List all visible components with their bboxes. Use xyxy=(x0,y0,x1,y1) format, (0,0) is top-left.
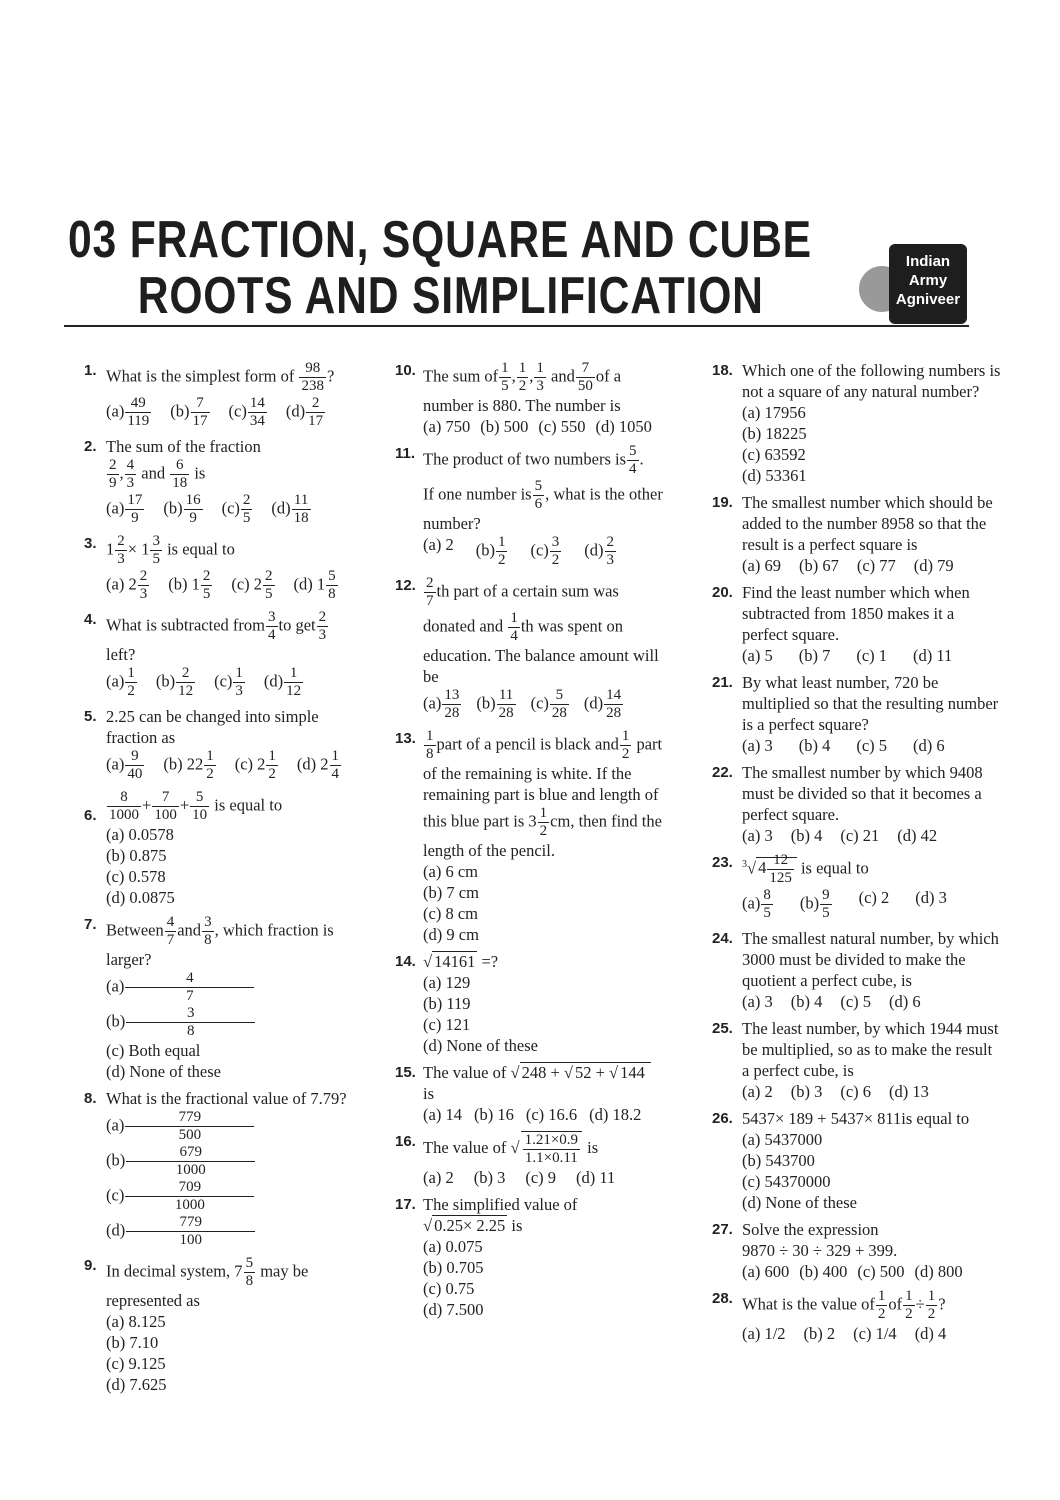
question-18: 18. Which one of the following numbers is not a square of any natural number? (a) 17956 (b) 18225 (c) 63592 (d) 53361 xyxy=(712,361,1001,485)
question-25: 25. The least number, by which 1944 must be multiplied, so as to make the result a perfect cube, is (a) 2 (b) 3 (c) 6 (d) 13 xyxy=(712,1019,999,1101)
question-13: 13. $\frac{1}{8}$ part of a pencil is black and $\frac{1}{2}$ part of the remaining is white. If the remaining part is blue and length of this blue part is 3 $\frac{1}{2}$ cm, then find the length of the pencil. (a) 6 cm (b) 7 cm (c) 8 cm (d) 9 cm xyxy=(395,728,663,944)
question-20: 20. Find the least number which when subtracted from 1850 makes it a perfect square. (a) 5 (b) 7 (c) 1 (d) 11 xyxy=(712,583,970,665)
question-14: 14. √ 14161 =? (a) 129 (b) 119 (c) 121 (d) None of these xyxy=(395,952,539,1055)
indian-army-agniveer-logo: Indian Army Agniveer xyxy=(889,244,967,324)
question-2: 2. The sum of the fraction $\frac{2}{9}$ , $\frac{4}{3}$ and $\frac{6}{18}$ is (a) $\frac{17}{9}$ (b) $\frac{16}{9}$ (c) $\frac{2}{5}$ (d) $\frac{11}{18}$ xyxy=(84,437,309,526)
question-27: 27. Solve the expression 9870 ÷ 30 ÷ 329 + 399. (a) 600 (b) 400 (c) 500 (d) 800 xyxy=(712,1220,963,1281)
question-21: 21. By what least number, 720 be multiplied so that the resulting number is a perfect square? (a) 3 (b) 4 (c) 5 (d) 6 xyxy=(712,673,999,755)
title-line-2: ROOTS AND SIMPLIFICATION xyxy=(137,267,764,325)
question-12: 12. $\frac{2}{7}$ th part of a certain sum was donated and $\frac{1}{4}$ th was spent on education. The balance amount will be (a) $\frac{13}{28}$ (b) $\frac{11}{28}$ (c) $\frac{5}{28}$ (d) $\frac{14}{28}$ xyxy=(395,575,659,721)
question-6: 6. $\frac{8}{1000}$ + $\frac{7}{100}$ + $\frac{5}{10}$ is equal to (a) 0.0578 (b) 0.875 (c) 0.578 (d) 0.0875 xyxy=(84,789,283,907)
question-19: 19. The smallest number which should be added to the number 8958 so that the result is a perfect square is (a) 69 (b) 67 (c) 77 (d) 79 xyxy=(712,493,993,575)
question-16: 16. The value of √ $\frac{1.21\times 0.9}{1.1\times 0.11}$ is (a) 2 (b) 3 (c) 9 (d) 11 xyxy=(395,1132,616,1187)
question-1: 1. What is the simplest form of $\frac{98}{238}$ ? (a) $\frac{49}{119}$ (b) $\frac{7}{17}$ (c) $\frac{14}{34}$ (d) $\frac{2}{17}$ xyxy=(84,360,369,430)
question-26: 26. 5437× 189 + 5437× 811is equal to (a) 5437000 (b) 543700 (c) 54370000 (d) None of these xyxy=(712,1109,970,1212)
question-23: 23. $^3$√ 4 $\frac{12}{125}$ is equal to (a) $\frac{8}{5}$ (b) $\frac{9}{5}$ (c) 2 (d) 3 xyxy=(712,852,947,921)
column-3 xyxy=(712,360,1002,1350)
question-15: 15. The value of √ 248 + √ 52 + √ 144 is (a) 14 (b) 16 (c) 16.6 (d) 18.2 xyxy=(395,1062,675,1125)
question-28: 28. What is the value of $\frac{1}{2}$ of $\frac{1}{2}$ ÷ $\frac{1}{2}$ ? (a) 1/2 (b) 2 (c) 1/4 (d) 4 xyxy=(712,1288,947,1343)
question-10: 10. The sum of $\frac{1}{5}$ , $\frac{1}{2}$ , $\frac{1}{3}$ and $\frac{7}{50}$ of a number is 880. The number is (a) 750 (b) 500 (c) 550 (d) 1050 xyxy=(395,360,652,436)
question-4: 4. What is subtracted from $\frac{3}{4}$ to get $\frac{2}{3}$ left? (a) $\frac{1}{2}$ (b) $\frac{2}{12}$ (c) $\frac{1}{3}$ (d) $\frac{1}{12}$ xyxy=(84,609,327,699)
fraction: $\frac{98}{238}$ xyxy=(301,360,324,394)
question-9: 9. In decimal system, 7 $\frac{5}{8}$ may be represented as (a) 8.125 (b) 7.10 (c) 9.125 (d) 7.625 xyxy=(84,1255,309,1394)
title-line-1: 03 FRACTION, SQUARE AND CUBE xyxy=(68,211,812,269)
chapter-title xyxy=(68,212,812,324)
question-5: 5. 2.25 can be changed into simple fraction as (a) $\frac{9}{40}$ (b) 22 $\frac{1}{2}$ (c) 2 $\frac{1}{2}$ (d) 2 $\frac{1}{4}$ xyxy=(84,707,340,782)
question-22: 22. The smallest number by which 9408 must be divided so that it becomes a perfect square. (a) 3 (b) 4 (c) 21 (d) 42 xyxy=(712,763,983,845)
question-7: 7. Between $\frac{4}{7}$ and $\frac{3}{8}$ , which fraction is larger? (a) $\frac{4}{7}$ (b) $\frac{3}{8}$ (c) Both equal (d) None of these xyxy=(84,914,334,1081)
question-17: 17. The simplified value of √ 0.25× 2.25 is (a) 0.075 (b) 0.705 (c) 0.75 (d) 7.500 xyxy=(395,1195,578,1319)
question-24: 24. The smallest natural number, by which 3000 must be divided to make the quotient a perfect cube, is (a) 3 (b) 4 (c) 5 (d) 6 xyxy=(712,929,999,1011)
column-2 xyxy=(395,360,675,1326)
question-3: 3. 1 $\frac{2}{3}$ × 1 $\frac{3}{5}$ is equal to (a) 2 $\frac{2}{3}$ (b) 1 $\frac{2}{5}$ (c) 2 $\frac{2}{5}$ (d) 1 $\frac{5}{8}$ xyxy=(84,533,336,602)
question-8: 8. What is the fractional value of 7.79? (a) $\frac{779}{500}$ (b) $\frac{679}{1000}$ (c) $\frac{709}{1000}$ (d) $\frac{779}{100}$ xyxy=(84,1089,347,1248)
column-1 xyxy=(84,360,369,1401)
title-underline xyxy=(64,325,969,327)
options: (a) $\frac{49}{119}$ (b) $\frac{7}{17}$ (c) $\frac{14}{34}$ (d) $\frac{2}{17}$ xyxy=(106,395,324,429)
question-11: 11. The product of two numbers is $\frac{5}{4}$ . If one number is $\frac{5}{6}$ , what is the other number? (a) 2 (b) $\frac{1}{2}$ (c) $\frac{3}{2}$ (d) $\frac{2}{3}$ xyxy=(395,443,663,568)
